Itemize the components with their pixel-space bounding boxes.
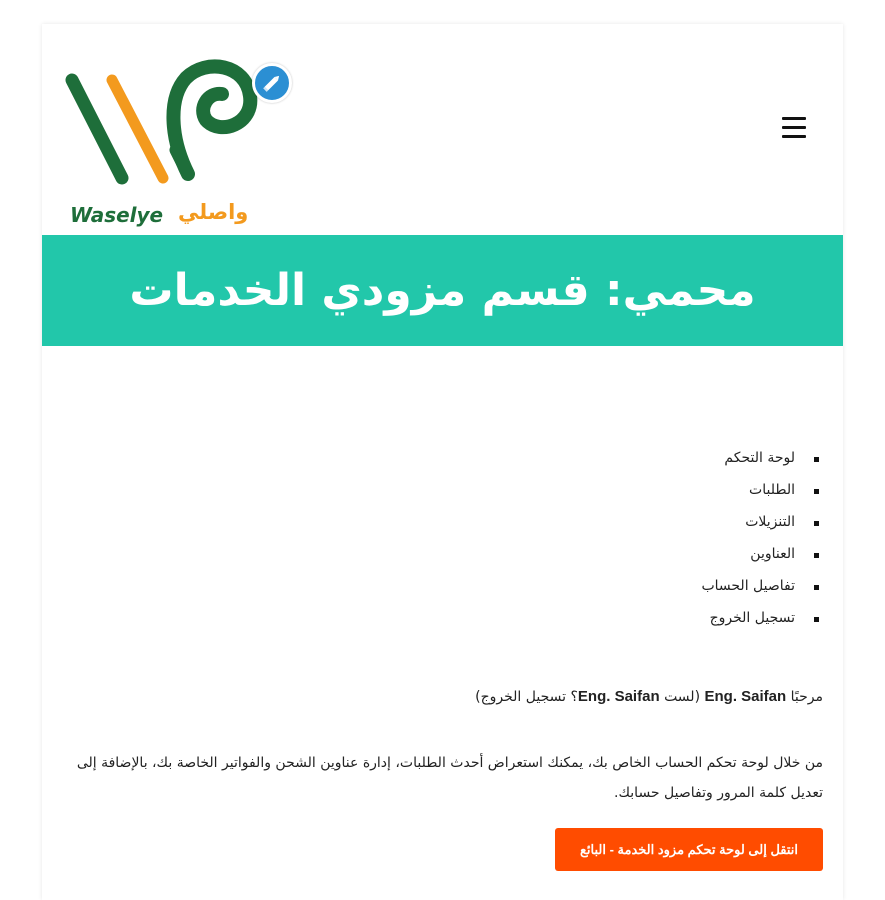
welcome-not-you-username: Eng. Saifan [577, 688, 660, 705]
dashboard-description: من خلال لوحة تحكم الحساب الخاص بك، يمكنك استعراض أحدث الطلبات، إدارة عناوين الشحن والفواتير الخاصة بك، بالإضافة إلى تعديل كلمة المرور وتفاصيل حسابك. [76, 755, 823, 801]
nav-link-addresses[interactable]: العناوين [750, 546, 795, 562]
nav-item-account-details[interactable] [423, 576, 823, 608]
nav-link-logout[interactable]: تسجيل الخروج [709, 610, 795, 626]
welcome-message: مرحبًا Eng. Saifan (لست Eng. Saifan؟ تسجيل الخروج) [475, 688, 823, 705]
nav-link-account-details[interactable]: تفاصيل الحساب [701, 578, 795, 594]
page-card [42, 24, 843, 900]
nav-item-orders[interactable] [423, 480, 823, 512]
nav-item-downloads[interactable] [423, 512, 823, 544]
welcome-greeting: مرحبًا [790, 689, 823, 705]
nav-item-logout[interactable] [423, 608, 823, 640]
welcome-suffix: ) [475, 689, 481, 705]
account-navigation [423, 448, 823, 640]
page-banner [42, 235, 843, 346]
nav-item-dashboard[interactable] [423, 448, 823, 480]
welcome-not-you-prefix: (لست [664, 689, 701, 705]
waselye-logo-icon [60, 38, 275, 218]
vendor-dashboard-button[interactable]: انتقل إلى لوحة تحكم مزود الخدمة - البائع [555, 828, 823, 871]
welcome-logout-link[interactable]: تسجيل الخروج [480, 689, 567, 705]
site-logo[interactable] [60, 38, 275, 227]
page-title: محمي: قسم مزودي الخدمات [129, 265, 756, 316]
welcome-username: Eng. Saifan [704, 688, 787, 705]
brand-name-en: Waselye [70, 203, 164, 227]
hamburger-icon[interactable] [782, 117, 806, 139]
nav-item-addresses[interactable] [423, 544, 823, 576]
brand-name-ar: واصلي [178, 200, 249, 224]
nav-link-dashboard[interactable]: لوحة التحكم [724, 450, 795, 466]
nav-link-downloads[interactable]: التنزيلات [745, 514, 795, 530]
pencil-icon[interactable] [252, 63, 292, 103]
nav-link-orders[interactable]: الطلبات [749, 482, 795, 498]
